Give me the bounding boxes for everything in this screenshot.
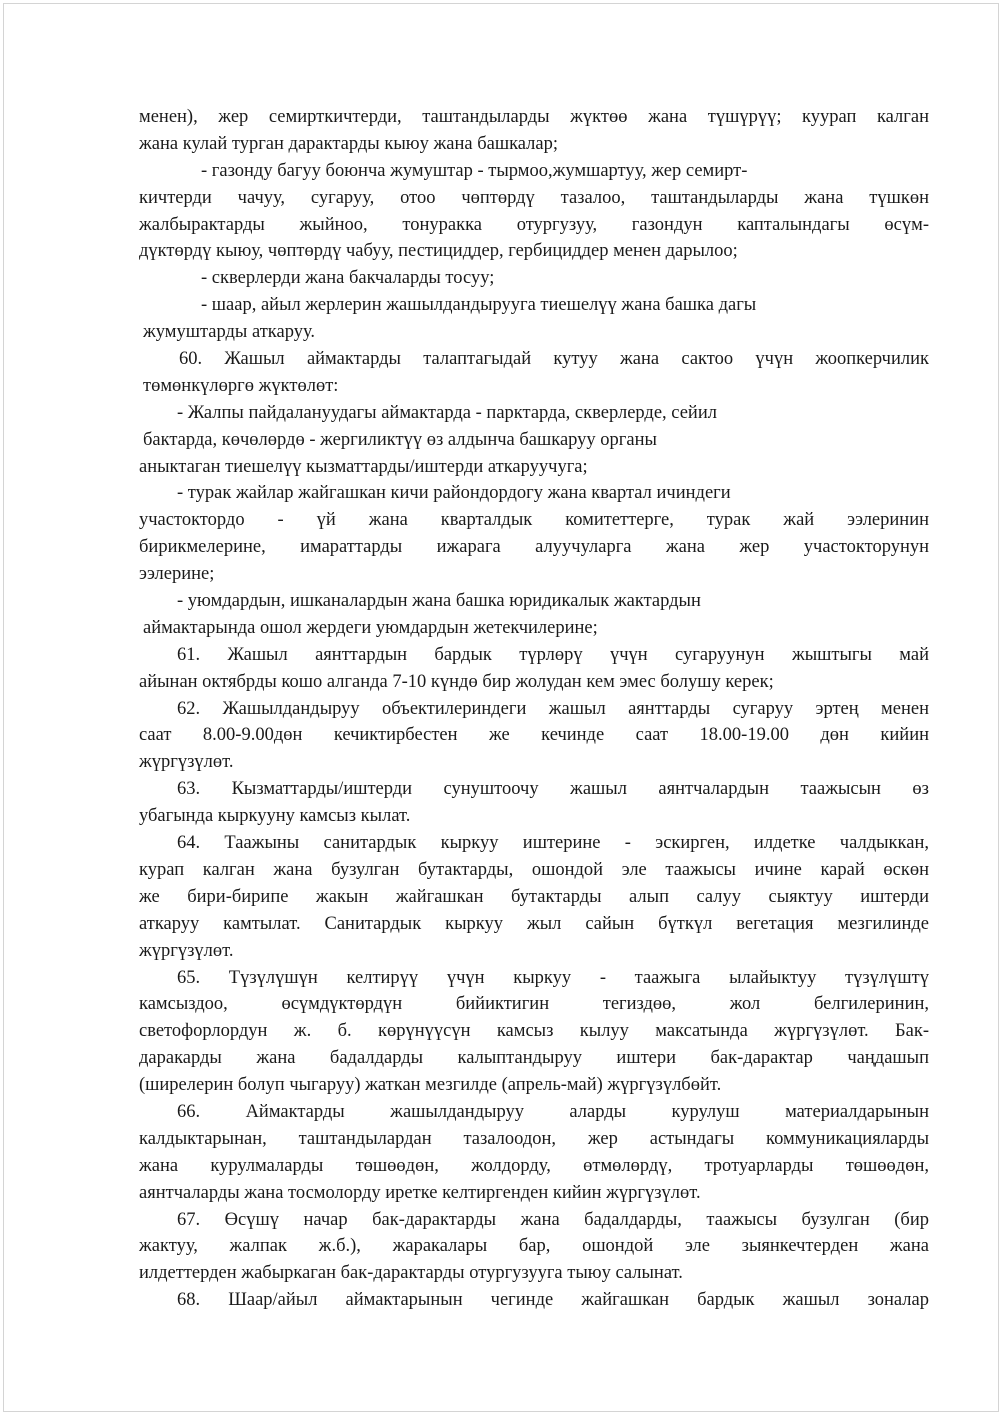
text-line: жүргүзүлөт. xyxy=(139,940,234,961)
text-line: же бири-бирипе жакын жайгашкан бутактарды алып салуу сыяктуу иштерди xyxy=(139,886,929,907)
text-line: 64. Таажыны санитардык кыркуу иштерине - эскирген, илдетке чалдыккан, xyxy=(177,833,929,854)
text-line: жумуштарды аткаруу. xyxy=(143,322,316,343)
text-line: жана кулай турган дарактарды кыюу жана башкалар; xyxy=(139,133,558,154)
text-line: аткаруу камтылат. Санитардык кыркуу жыл сайын бүткүл вегетация мезгилинде xyxy=(139,913,929,934)
text-line: светофорлордун ж. б. көрүнүүсүн камсыз кылуу максатында жүргүзүлөт. Бак- xyxy=(139,1021,929,1042)
text-line: убагында кыркууну камсыз кылат. xyxy=(139,806,411,827)
text-line: жалбырактарды жыйноо, тонуракка отургузуу, газондун капталындагы өсүм- xyxy=(139,214,929,235)
text-line: (ширелерин болуп чыгаруу) жаткан мезгилде (апрель-май) жүргүзүлбөйт. xyxy=(139,1075,722,1096)
text-line: 66. Аймактарды жашылдандыруу аларды курулуш материалдарынын xyxy=(177,1101,929,1122)
text-line: камсыздоо, өсүмдүктөрдүн бийиктигин тегиздөө, жол белгилеринин, xyxy=(139,994,929,1015)
text-line: ээлерине; xyxy=(139,564,215,585)
text-line: 63. Кызматтарды/иштерди сунуштоочу жашыл аянтчалардын таажысын өз xyxy=(177,779,929,800)
text-line: бактарда, көчөлөрдө - жергиликтүү өз алдынча башкаруу органы xyxy=(143,429,657,450)
text-line: аныктаган тиешелүү кызматтарды/иштерди аткаруучуга; xyxy=(139,456,588,477)
text-line: 61. Жашыл аянттардын бардык түрлөрү үчүн сугаруунун жыштыгы май xyxy=(177,644,929,665)
text-line: 67. Өсүшү начар бак-дарактарды жана бадалдарды, таажысы бузулган (бир xyxy=(177,1209,929,1230)
text-line: саат 8.00-9.00дөн кечиктирбестен же кечинде саат 18.00-19.00 дөн кийин xyxy=(139,725,929,746)
text-line: жактуу, жалпак ж.б.), жаракалары бар, ошондой эле зыянкечтерден жана xyxy=(139,1236,929,1257)
text-line: - Жалпы пайдалануудагы аймактарда - парктарда, скверлерде, сейил xyxy=(177,402,717,423)
text-line: 60. Жашыл аймактарды талаптагыдай кутуу жана сактоо үчүн жоопкерчилик xyxy=(179,349,929,370)
text-line: жүргүзүлөт. xyxy=(139,752,234,773)
text-line: курап калган жана бузулган бутактарды, ошондой эле таажысы ичине карай өскөн xyxy=(139,859,929,880)
text-line: - турак жайлар жайгашкан кичи райондордогу жана квартал ичиндеги xyxy=(177,483,731,504)
document-page xyxy=(3,3,999,1412)
document-body xyxy=(139,104,929,1314)
text-line: бирикмелерине, имараттарды ижарага алуучуларга жана жер участокторунун xyxy=(139,537,929,558)
text-line: калдыктарынан, таштандылардан тазалоодон, жер астындагы коммуникацияларды xyxy=(139,1128,929,1149)
text-line: дүктөрдү кыюу, чөптөрдү чабуу, пестициддер, гербициддер менен дарылоо; xyxy=(139,241,738,262)
text-line: 68. Шаар/айыл аймактарынын чегинде жайгашкан бардык жашыл зоналар xyxy=(177,1290,929,1311)
text-line: айынан октябрды кошо алганда 7-10 күндө бир жолудан кем эмес болушу керек; xyxy=(139,671,774,692)
text-line: аймактарында ошол жердеги уюмдардын жетекчилерине; xyxy=(143,617,598,638)
text-line: даракарды жана бадалдарды калыптандыруу иштери бак-дарактар чаңдашып xyxy=(139,1048,929,1069)
text-line: жана курулмаларды төшөөдөн, жолдорду, өтмөлөрдү, тротуарларды төшөөдөн, xyxy=(139,1155,929,1176)
text-line: төмөнкүлөргө жүктөлөт: xyxy=(143,375,339,396)
text-line: - уюмдардын, ишканалардын жана башка юридикалык жактардын xyxy=(177,591,701,612)
text-line: участоктордо - үй жана кварталдык комитеттерге, турак жай ээлеринин xyxy=(139,510,929,531)
text-line: - скверлерди жана бакчаларды тосуу; xyxy=(201,268,495,289)
text-line: - шаар, айыл жерлерин жашылдандырууга тиешелүү жана башка дагы xyxy=(201,295,757,316)
text-line: кичтерди чачуу, сугаруу, отоо чөптөрдү тазалоо, таштандыларды жана түшкөн xyxy=(139,187,929,208)
text-line: 65. Түзүлүшүн келтирүү үчүн кыркуу - таажыга ылайыктуу түзүлүштү xyxy=(177,967,929,988)
text-line: - газонду багуу боюнча жумуштар - тырмоо,жумшартуу, жер семирт- xyxy=(201,160,748,181)
text-line: менен), жер семирткичтерди, таштандыларды жүктөө жана түшүрүү; куурап калган xyxy=(139,107,929,127)
text-line: илдеттерден жабыркаган бак-дарактарды отургузууга тыюу салынат. xyxy=(139,1263,683,1284)
text-line: 62. Жашылдандыруу объектилериндеги жашыл аянттарды сугаруу эртең менен xyxy=(177,698,929,719)
text-line: аянтчаларды жана тосмолорду иретке келтиргенден кийин жүргүзүлөт. xyxy=(139,1182,701,1203)
